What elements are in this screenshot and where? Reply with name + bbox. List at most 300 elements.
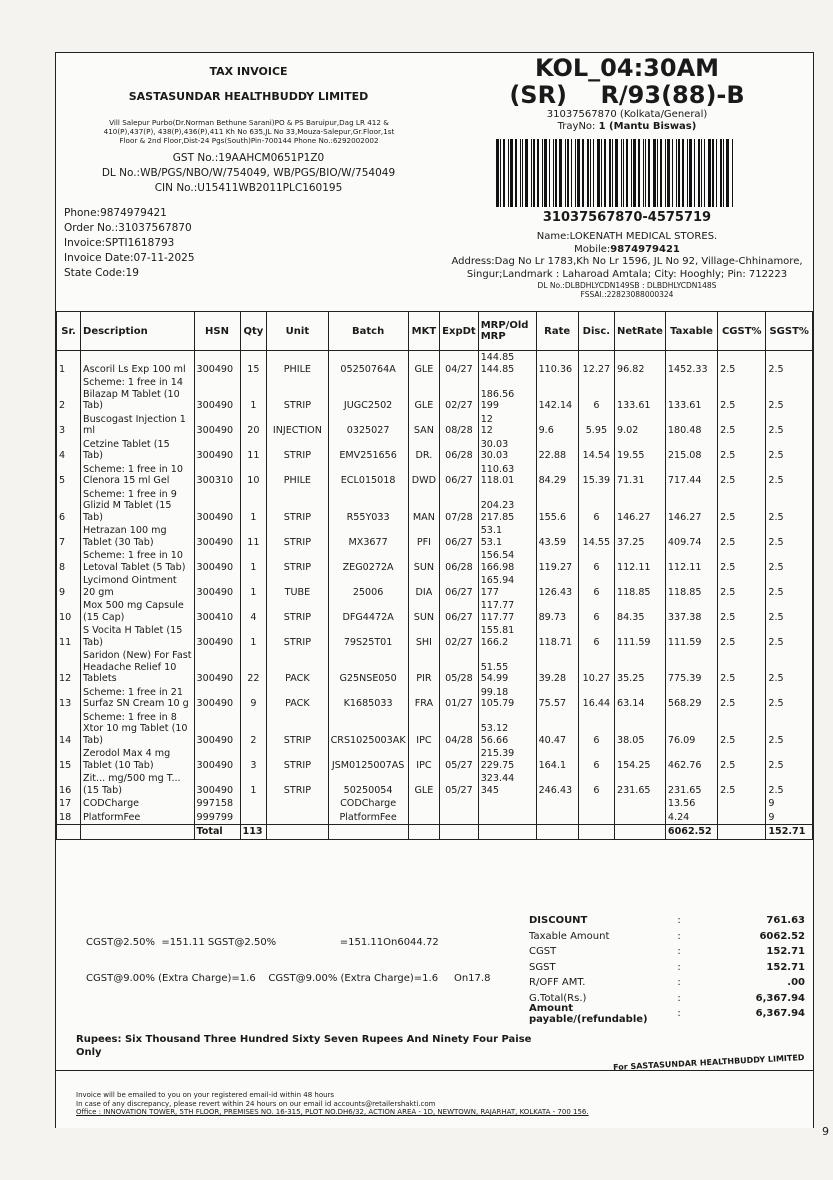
cell-mrp xyxy=(478,574,536,599)
cell-disc: 6 xyxy=(578,747,614,772)
cell-disc: 6 xyxy=(578,376,614,413)
cell-cgst xyxy=(718,797,766,811)
cell-sgst: 2.5 xyxy=(766,747,813,772)
cell-unit: STRIP xyxy=(267,488,328,525)
order-ref: 31037567870 (Kolkata/General) xyxy=(546,109,708,120)
barcode-bar xyxy=(708,139,711,207)
items-table xyxy=(56,311,813,840)
table-row xyxy=(57,351,813,377)
cell-unit: STRIP xyxy=(267,711,328,748)
summary-row xyxy=(529,1002,809,1025)
cell-rate: 118.71 xyxy=(536,624,578,649)
column-header: Disc. xyxy=(578,312,614,351)
mrp: 53.12 xyxy=(480,723,509,734)
mrp: 144.85 xyxy=(480,352,515,363)
cell-qty xyxy=(240,811,267,825)
cell-hsn: 300490 xyxy=(194,772,240,797)
cell-sr: 9 xyxy=(57,574,81,599)
order-number: Order No.:31037567870 xyxy=(64,222,192,234)
table-row xyxy=(57,624,813,649)
old-mrp: 177 xyxy=(480,586,500,598)
cell-desc xyxy=(81,686,195,711)
cell-hsn: 997158 xyxy=(194,797,240,811)
cell-sr: 10 xyxy=(57,599,81,624)
cell-net: 118.85 xyxy=(614,574,665,599)
cell-exp: 08/28 xyxy=(440,413,479,438)
cell-sgst: 2.5 xyxy=(766,351,813,377)
cell-sgst: 2.5 xyxy=(766,711,813,748)
customer-address-1: Address:Dag No Lr 1783,Kh No Lr 1596, JL No 92, Village-Chhinamore, xyxy=(451,256,803,267)
cell-desc xyxy=(81,711,195,748)
cell-sr: 4 xyxy=(57,438,81,463)
dl-number: DL No.:WB/PGS/NBO/W/754049, WB/PGS/BIO/W/754049 xyxy=(101,167,396,179)
old-mrp: 144.85 xyxy=(480,363,515,375)
mrp: 12 xyxy=(480,413,493,425)
item-description: CODCharge xyxy=(83,798,140,809)
cell-exp: 06/28 xyxy=(440,549,479,574)
cell-sr: 17 xyxy=(57,797,81,811)
cell-exp: 06/27 xyxy=(440,463,479,488)
cell-cgst: 2.5 xyxy=(718,351,766,377)
summary-label: DISCOUNT xyxy=(529,915,588,927)
routing-header xyxy=(441,53,813,308)
cell-unit xyxy=(267,797,328,811)
barcode-bar xyxy=(542,139,543,207)
cell-taxable: 462.76 xyxy=(665,747,717,772)
cell-hsn: 300490 xyxy=(194,376,240,413)
cell-net: 9.02 xyxy=(614,413,665,438)
summary-label: Amount payable/(refundable) xyxy=(529,1002,648,1025)
cell-mkt: MAN xyxy=(408,488,440,525)
footer-notes xyxy=(76,1091,589,1117)
cell-hsn: 300490 xyxy=(194,624,240,649)
cell-mkt: SAN xyxy=(408,413,440,438)
tax-breakup-line: CGST@9.00% (Extra Charge)=1.6 CGST@9.00% (Extra Charge)=1.6 On17.8 xyxy=(86,973,491,984)
barcode-bar xyxy=(723,139,724,207)
table-row xyxy=(57,599,813,624)
summary-value: 6062.52 xyxy=(759,930,805,942)
barcode-bar xyxy=(508,139,509,207)
cell-mkt: GLE xyxy=(408,772,440,797)
summary-value: 152.71 xyxy=(766,961,805,973)
old-mrp: 166.98 xyxy=(480,561,515,573)
column-header: ExpDt xyxy=(440,312,479,351)
cell-sr: 3 xyxy=(57,413,81,438)
cell-mkt: GLE xyxy=(408,351,440,377)
cell-hsn: 300410 xyxy=(194,599,240,624)
old-mrp: 117.77 xyxy=(480,611,515,623)
cell-hsn: 300490 xyxy=(194,686,240,711)
cell-taxable: 76.09 xyxy=(665,711,717,748)
column-header: Sr. xyxy=(57,312,81,351)
cell-disc: 6 xyxy=(578,549,614,574)
customer-mobile xyxy=(441,244,813,257)
cell-mkt: PFI xyxy=(408,524,440,549)
cell-disc: 6 xyxy=(578,599,614,624)
cell-batch: K1685033 xyxy=(328,686,408,711)
cell-batch: JUGC2502 xyxy=(328,376,408,413)
order-meta xyxy=(64,206,195,281)
barcode-bar xyxy=(657,139,658,207)
cell-sr: 13 xyxy=(57,686,81,711)
summary-value: 6,367.94 xyxy=(755,992,805,1004)
cell-unit: STRIP xyxy=(267,549,328,574)
scheme-note: Scheme: 1 free in 8 xyxy=(83,711,177,723)
cell-batch: G25NSE050 xyxy=(328,649,408,686)
footer-line: Invoice will be emailed to you on your registered email-id within 48 hours xyxy=(76,1091,335,1099)
cell-mkt: SUN xyxy=(408,549,440,574)
cell-exp: 04/28 xyxy=(440,711,479,748)
company-name: SASTASUNDAR HEALTHBUDDY LIMITED xyxy=(128,90,369,103)
tray-value: 1 (Mantu Biswas) xyxy=(598,121,697,132)
summary-row xyxy=(529,960,809,976)
item-description: Mox 500 mg Capsule (15 Cap) xyxy=(83,600,184,623)
cell-desc xyxy=(81,747,195,772)
seller-header xyxy=(56,53,441,308)
cell-mkt: SHI xyxy=(408,624,440,649)
total-cell xyxy=(478,825,536,840)
cell-qty: 15 xyxy=(240,351,267,377)
barcode-bar xyxy=(553,139,554,207)
total-cell xyxy=(328,825,408,840)
cell-net: 71.31 xyxy=(614,463,665,488)
cell-taxable: 775.39 xyxy=(665,649,717,686)
cell-sgst: 2.5 xyxy=(766,624,813,649)
barcode-bar xyxy=(621,139,622,207)
table-row xyxy=(57,438,813,463)
cell-desc xyxy=(81,524,195,549)
cell-rate: 22.88 xyxy=(536,438,578,463)
cell-desc xyxy=(81,463,195,488)
cell-unit: STRIP xyxy=(267,599,328,624)
cell-taxable: 717.44 xyxy=(665,463,717,488)
cell-cgst: 2.5 xyxy=(718,711,766,748)
barcode-bar xyxy=(582,139,584,207)
cell-sgst: 2.5 xyxy=(766,463,813,488)
barcode-bar xyxy=(559,139,562,207)
summary-row xyxy=(529,929,809,945)
item-description: Hetrazan 100 mg Tablet (30 Tab) xyxy=(83,525,167,548)
mrp: 156.54 xyxy=(480,550,515,561)
old-mrp: 229.75 xyxy=(480,759,515,771)
cell-rate: 142.14 xyxy=(536,376,578,413)
summary-label: R/OFF AMT. xyxy=(529,977,586,989)
cell-rate: 89.73 xyxy=(536,599,578,624)
cell-cgst xyxy=(718,811,766,825)
barcode-bar xyxy=(665,139,666,207)
cell-batch: 25006 xyxy=(328,574,408,599)
old-mrp: 30.03 xyxy=(480,450,509,461)
item-description: Glizid M Tablet (15 Tab) xyxy=(83,500,172,523)
total-cell xyxy=(614,825,665,840)
old-mrp: 54.99 xyxy=(480,673,509,684)
cell-desc xyxy=(81,624,195,649)
cell-exp: 05/27 xyxy=(440,772,479,797)
barcode-bar xyxy=(496,139,499,207)
cell-rate: 164.1 xyxy=(536,747,578,772)
cell-rate: 110.36 xyxy=(536,351,578,377)
cell-desc xyxy=(81,574,195,599)
table-row xyxy=(57,488,813,525)
barcode-bar xyxy=(698,139,700,207)
total-cell xyxy=(57,825,81,840)
total-cell: 6062.52 xyxy=(665,825,717,840)
cell-sgst: 2.5 xyxy=(766,488,813,525)
cin-number: CIN No.:U15411WB2011PLC160195 xyxy=(154,182,343,194)
cell-batch: DFG4472A xyxy=(328,599,408,624)
cell-cgst: 2.5 xyxy=(718,549,766,574)
cell-mrp xyxy=(478,351,536,377)
barcode-bar xyxy=(672,139,673,207)
barcode-bar xyxy=(682,139,684,207)
column-header: NetRate xyxy=(614,312,665,351)
summary-label: G.Total(Rs.) xyxy=(529,992,587,1004)
cell-batch: ECL015018 xyxy=(328,463,408,488)
barcode-bar xyxy=(704,139,705,207)
cell-disc: 6 xyxy=(578,574,614,599)
customer-info xyxy=(441,231,813,299)
column-header: Unit xyxy=(267,312,328,351)
cell-taxable: 111.59 xyxy=(665,624,717,649)
footer-line: In case of any discrepancy, please revert within 24 hours on our email id accounts@retailershakti.com xyxy=(76,1099,436,1108)
barcode-bar xyxy=(720,139,722,207)
cell-qty: 2 xyxy=(240,711,267,748)
total-cell xyxy=(536,825,578,840)
cell-exp xyxy=(440,811,479,825)
seller-registration xyxy=(56,151,441,196)
cell-hsn: 300490 xyxy=(194,488,240,525)
column-header: CGST% xyxy=(718,312,766,351)
cell-qty: 22 xyxy=(240,649,267,686)
cell-batch: JSM0125007AS xyxy=(328,747,408,772)
barcode-bar xyxy=(531,139,532,207)
barcode-bar xyxy=(587,139,589,207)
old-mrp: 118.01 xyxy=(480,475,515,486)
summary-colon: : xyxy=(677,992,681,1004)
barcode-bar xyxy=(626,139,628,207)
table-row xyxy=(57,811,813,825)
table-row xyxy=(57,797,813,811)
summary-colon: : xyxy=(677,915,681,927)
cell-rate: 39.28 xyxy=(536,649,578,686)
cell-qty: 1 xyxy=(240,772,267,797)
cell-sgst: 2.5 xyxy=(766,549,813,574)
cell-mrp xyxy=(478,599,536,624)
cell-batch: MX3677 xyxy=(328,524,408,549)
item-description: S Vocita H Tablet (15 Tab) xyxy=(83,625,183,648)
column-header: SGST% xyxy=(766,312,813,351)
cell-taxable: 112.11 xyxy=(665,549,717,574)
cell-mkt: DR. xyxy=(408,438,440,463)
column-header: MRP/Old MRP xyxy=(478,312,536,351)
cell-rate: 126.43 xyxy=(536,574,578,599)
address-line: Vill Salepur Purbo(Dr.Norman Bethune Sarani)PO & PS Baruipur,Dag LR 412 & xyxy=(109,118,389,127)
old-mrp: 345 xyxy=(480,784,500,796)
cell-rate: 246.43 xyxy=(536,772,578,797)
cell-sr: 16 xyxy=(57,772,81,797)
cell-net: 84.35 xyxy=(614,599,665,624)
cell-disc: 14.55 xyxy=(578,524,614,549)
phone: Phone:9874979421 xyxy=(64,207,167,219)
barcode-bar xyxy=(633,139,636,207)
cell-unit xyxy=(267,811,328,825)
barcode-bar xyxy=(676,139,677,207)
old-mrp: 199 xyxy=(480,400,500,411)
table-row xyxy=(57,711,813,748)
cell-disc: 5.95 xyxy=(578,413,614,438)
total-cell xyxy=(718,825,766,840)
barcode-bar xyxy=(660,139,662,207)
mrp: 99.18 xyxy=(480,686,509,698)
scheme-note: Scheme: 1 free in 14 xyxy=(83,377,184,388)
barcode-bar xyxy=(601,139,602,207)
summary-row xyxy=(529,944,809,960)
barcode-bar xyxy=(549,139,550,207)
cell-desc xyxy=(81,438,195,463)
cell-mrp xyxy=(478,747,536,772)
cell-desc xyxy=(81,811,195,825)
scheme-note: Scheme: 1 free in 9 xyxy=(83,488,177,500)
cell-mrp xyxy=(478,711,536,748)
item-description: Lycimond Ointment 20 gm xyxy=(83,575,177,598)
column-header: HSN xyxy=(194,312,240,351)
cell-taxable: 568.29 xyxy=(665,686,717,711)
cell-net: 96.82 xyxy=(614,351,665,377)
cell-taxable: 180.48 xyxy=(665,413,717,438)
invoice-page xyxy=(55,52,814,1128)
barcode-bar xyxy=(612,139,613,207)
cell-batch: 50250054 xyxy=(328,772,408,797)
cell-net: 37.25 xyxy=(614,524,665,549)
cell-taxable: 118.85 xyxy=(665,574,717,599)
cell-disc xyxy=(578,797,614,811)
cell-unit: STRIP xyxy=(267,438,328,463)
cell-mrp xyxy=(478,797,536,811)
cell-desc xyxy=(81,351,195,377)
table-row xyxy=(57,574,813,599)
total-cell: Total xyxy=(194,825,240,840)
cell-disc: 6 xyxy=(578,624,614,649)
cell-sr: 7 xyxy=(57,524,81,549)
cell-mkt: DWD xyxy=(408,463,440,488)
old-mrp: 217.85 xyxy=(480,511,515,523)
cell-net: 112.11 xyxy=(614,549,665,574)
cell-taxable: 215.08 xyxy=(665,438,717,463)
footer-line: Office : INNOVATION TOWER, 5TH FLOOR, PREMISES NO. 16-315, PLOT NO.DH6/32, ACTION AREA - 1D, NEWTOWN, RAJARHAT, KOLKATA - 700 156. xyxy=(76,1108,589,1116)
customer-address-2: Singur;Landmark : Laharoad Amtala; City: Hooghly; Pin: 712223 xyxy=(466,268,788,280)
customer-name: Name:LOKENATH MEDICAL STORES. xyxy=(536,231,718,242)
summary-colon: : xyxy=(677,977,681,989)
scheme-note: Scheme: 1 free in 10 xyxy=(83,463,184,475)
cell-unit: TUBE xyxy=(267,574,328,599)
cell-desc xyxy=(81,599,195,624)
barcode-bar xyxy=(716,139,717,207)
cell-hsn: 300490 xyxy=(194,549,240,574)
barcode-bar xyxy=(678,139,680,207)
cell-desc xyxy=(81,649,195,686)
divider xyxy=(56,1070,813,1071)
cell-exp xyxy=(440,797,479,811)
cell-qty: 20 xyxy=(240,413,267,438)
barcode-bar xyxy=(590,139,591,207)
cell-cgst: 2.5 xyxy=(718,524,766,549)
page-number: 9 xyxy=(822,1125,829,1138)
cell-hsn: 300490 xyxy=(194,524,240,549)
cell-sgst: 2.5 xyxy=(766,574,813,599)
old-mrp: 56.66 xyxy=(480,734,509,746)
item-description: Clenora 15 ml Gel xyxy=(83,475,170,486)
barcode-bar xyxy=(575,139,576,207)
signature-label: For SASTASUNDAR HEALTHBUDDY LIMITED xyxy=(613,1052,806,1073)
barcode-bar xyxy=(638,139,640,207)
cell-hsn: 300490 xyxy=(194,413,240,438)
cell-sr: 15 xyxy=(57,747,81,772)
cell-rate xyxy=(536,797,578,811)
barcode-bar xyxy=(712,139,714,207)
cell-unit: PACK xyxy=(267,686,328,711)
cell-taxable: 146.27 xyxy=(665,488,717,525)
cell-desc xyxy=(81,772,195,797)
barcode-bar xyxy=(645,139,646,207)
cell-taxable: 133.61 xyxy=(665,376,717,413)
cell-unit: STRIP xyxy=(267,772,328,797)
mobile-label: Mobile: xyxy=(574,243,611,255)
column-header: MKT xyxy=(408,312,440,351)
barcode-bar xyxy=(555,139,557,207)
cell-taxable: 1452.33 xyxy=(665,351,717,377)
cell-sr: 14 xyxy=(57,711,81,748)
cell-mkt: PIR xyxy=(408,649,440,686)
summary-label: CGST xyxy=(529,946,557,958)
address-line: Floor & 2nd Floor,Dist-24 Pgs(South)Pin-700144 Phone No.:6292002002 xyxy=(119,136,379,145)
cell-batch: ZEG0272A xyxy=(328,549,408,574)
summary-colon: : xyxy=(677,930,681,942)
cell-qty: 4 xyxy=(240,599,267,624)
cell-taxable: 337.38 xyxy=(665,599,717,624)
cell-rate: 43.59 xyxy=(536,524,578,549)
cell-rate: 119.27 xyxy=(536,549,578,574)
table-row xyxy=(57,524,813,549)
totals-summary xyxy=(529,913,809,1025)
cell-hsn: 300490 xyxy=(194,574,240,599)
cell-mrp xyxy=(478,438,536,463)
cell-exp: 05/28 xyxy=(440,649,479,686)
barcode-bar xyxy=(687,139,688,207)
table-row xyxy=(57,747,813,772)
cell-cgst: 2.5 xyxy=(718,463,766,488)
cell-mrp xyxy=(478,686,536,711)
cell-disc: 6 xyxy=(578,772,614,797)
cell-cgst: 2.5 xyxy=(718,376,766,413)
cell-mkt: DIA xyxy=(408,574,440,599)
cell-taxable: 409.74 xyxy=(665,524,717,549)
item-description: Buscogast Injection 1 ml xyxy=(83,413,186,436)
mrp: 155.81 xyxy=(480,625,515,636)
cell-unit: PACK xyxy=(267,649,328,686)
barcode-bar xyxy=(701,139,702,207)
cell-exp: 06/27 xyxy=(440,574,479,599)
cell-mrp xyxy=(478,549,536,574)
cell-exp: 06/28 xyxy=(440,438,479,463)
cell-disc: 14.54 xyxy=(578,438,614,463)
table-row xyxy=(57,649,813,686)
table-row xyxy=(57,686,813,711)
column-header: Qty xyxy=(240,312,267,351)
cell-taxable: 231.65 xyxy=(665,772,717,797)
cell-rate: 9.6 xyxy=(536,413,578,438)
cell-sgst: 2.5 xyxy=(766,772,813,797)
cell-sr: 6 xyxy=(57,488,81,525)
